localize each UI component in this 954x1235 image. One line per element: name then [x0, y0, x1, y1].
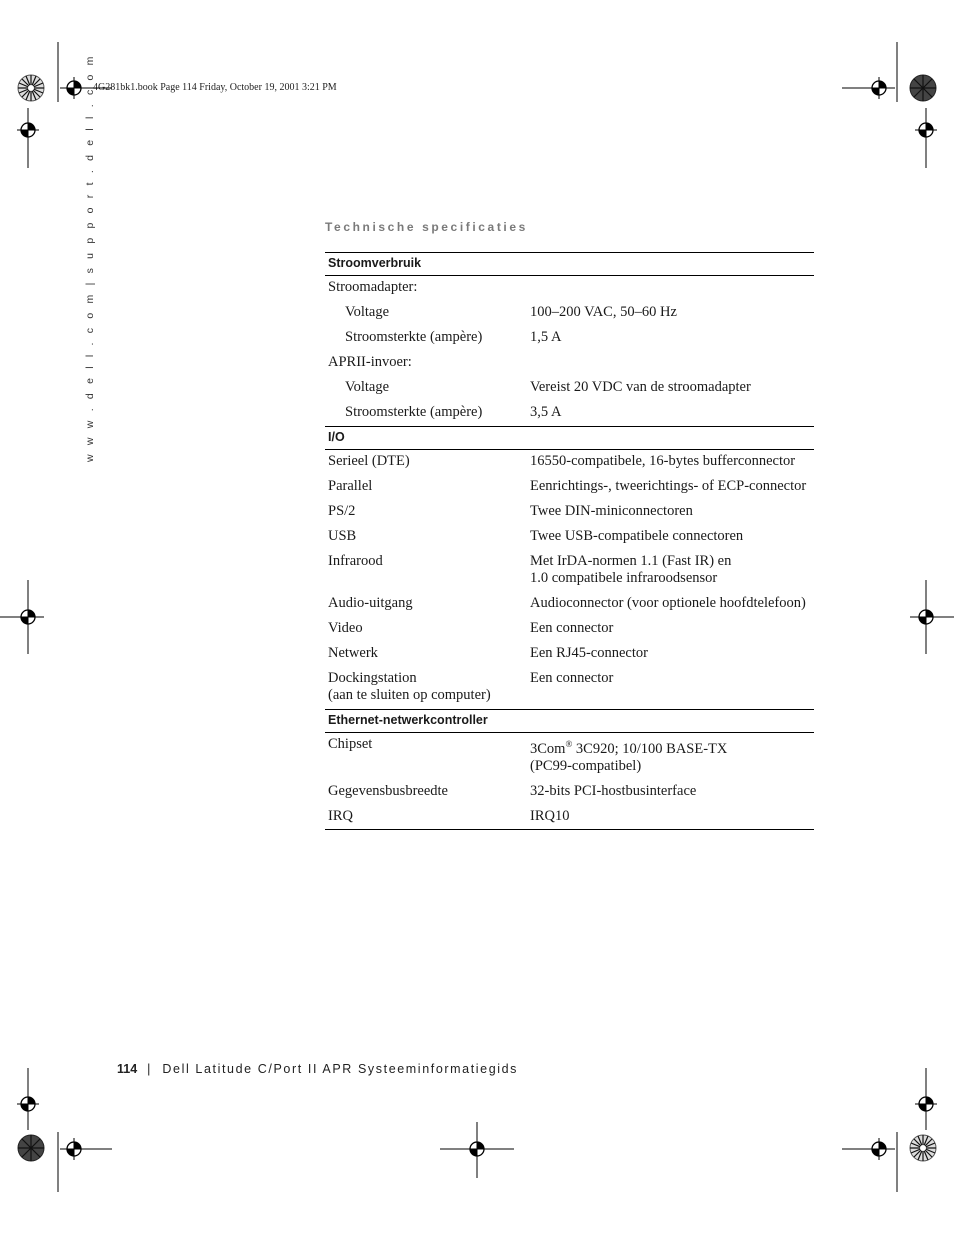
row-value: Een connector — [530, 620, 614, 636]
table-row — [325, 667, 814, 709]
registration-mark-icon — [63, 77, 85, 99]
row-value: IRQ10 — [530, 807, 570, 824]
registration-mark-icon — [868, 77, 890, 99]
group-body-ethernet — [325, 733, 814, 830]
table-row — [325, 780, 814, 805]
row-value: Vereist 20 VDC van de stroomadapter — [530, 379, 751, 395]
table-row — [325, 500, 814, 525]
table-row — [325, 276, 814, 301]
row-label-line: (aan te sluiten op computer) — [328, 687, 491, 703]
value-pre: 3Com — [530, 740, 566, 757]
registration-mark-icon — [915, 119, 937, 141]
row-label: Audio-uitgang — [328, 595, 413, 611]
row-value: Een RJ45-connector — [530, 645, 648, 661]
row-label: Chipset — [328, 736, 373, 752]
star-target-icon — [909, 74, 937, 102]
value-post: 3C920; 10/100 BASE-TX — [572, 740, 728, 757]
table-row — [325, 592, 814, 617]
table-row — [325, 301, 814, 326]
row-label: Voltage — [345, 304, 390, 320]
row-value — [530, 279, 814, 296]
row-label: Video — [328, 620, 363, 636]
page-footer — [117, 1062, 518, 1076]
table-row — [325, 450, 814, 475]
spec-table — [325, 252, 814, 830]
table-row — [325, 617, 814, 642]
row-label: PS/2 — [328, 503, 356, 519]
row-value: Twee DIN-miniconnectoren — [530, 503, 693, 519]
row-label-line: Dockingstation — [328, 670, 417, 686]
registration-mark-icon — [63, 1138, 85, 1160]
registration-mark-icon — [868, 1138, 890, 1160]
row-label: Stroomsterkte (ampère) — [345, 329, 483, 345]
row-value — [530, 553, 814, 587]
row-value-line: Met IrDA-normen 1.1 (Fast IR) en — [530, 553, 732, 569]
registration-mark-icon — [915, 606, 937, 628]
row-label — [325, 670, 530, 704]
footer-separator: | — [147, 1062, 151, 1076]
row-value: Eenrichtings-, tweerichtings- of ECP-connector — [530, 478, 807, 494]
table-row — [325, 351, 814, 376]
row-value-line: 1.0 compatibele infraroodsensor — [530, 570, 718, 586]
row-label: Stroomadapter: — [328, 279, 418, 295]
row-value-line: (PC99-compatibel) — [530, 757, 642, 774]
side-url: w w w . d e l l . c o m | s u p p o r t . d e l l . c o m — [84, 53, 96, 462]
group-heading-stroomverbruik: Stroomverbruik — [325, 252, 814, 276]
table-row — [325, 525, 814, 550]
print-header: 4G281bk1.book Page 114 Friday, October 19, 2001 3:21 PM — [93, 82, 337, 93]
row-value: Een connector — [530, 670, 614, 686]
registration-mark-icon — [17, 1093, 39, 1115]
footer-title: Dell Latitude C/Port II APR Systeeminformatiegids — [162, 1062, 519, 1076]
row-label: Gegevensbusbreedte — [328, 782, 448, 799]
registered-mark: ® — [565, 739, 573, 749]
row-label: Serieel (DTE) — [328, 453, 410, 469]
row-label: IRQ — [328, 807, 353, 824]
page-number: 114 — [117, 1062, 138, 1076]
group-heading-ethernet: Ethernet-netwerkcontroller — [325, 709, 814, 733]
table-row — [325, 733, 814, 780]
row-label: Infrarood — [328, 553, 383, 569]
registration-mark-icon — [466, 1138, 488, 1160]
row-value: 1,5 A — [530, 329, 562, 345]
row-value — [530, 354, 814, 371]
star-target-icon — [909, 1134, 937, 1162]
table-row — [325, 642, 814, 667]
table-row — [325, 376, 814, 401]
row-value: Audioconnector (voor optionele hoofdtelefoon) — [530, 595, 806, 611]
section-title: Technische specificaties — [325, 220, 528, 234]
registration-mark-icon — [17, 606, 39, 628]
star-target-icon — [17, 74, 45, 102]
row-label: USB — [328, 528, 357, 544]
row-value-line — [530, 736, 814, 758]
row-value: 100–200 VAC, 50–60 Hz — [530, 304, 677, 320]
star-target-icon — [17, 1134, 45, 1162]
table-row — [325, 475, 814, 500]
table-row — [325, 550, 814, 592]
registration-mark-icon — [915, 1093, 937, 1115]
row-label: APRII-invoer: — [328, 354, 412, 370]
row-value: 3,5 A — [530, 404, 562, 420]
row-value: 16550-compatibele, 16-bytes bufferconnector — [530, 453, 796, 469]
row-value: Twee USB-compatibele connectoren — [530, 528, 744, 544]
table-row — [325, 805, 814, 829]
registration-mark-icon — [17, 119, 39, 141]
table-row — [325, 326, 814, 351]
row-value — [530, 736, 814, 775]
group-body-io — [325, 450, 814, 709]
row-value: 32-bits PCI-hostbusinterface — [530, 782, 697, 799]
row-label: Voltage — [345, 379, 390, 395]
group-body-stroomverbruik — [325, 276, 814, 426]
row-label: Stroomsterkte (ampère) — [345, 404, 483, 420]
table-row — [325, 401, 814, 426]
group-heading-io: I/O — [325, 426, 814, 450]
row-label: Parallel — [328, 478, 373, 494]
row-label: Netwerk — [328, 645, 378, 661]
